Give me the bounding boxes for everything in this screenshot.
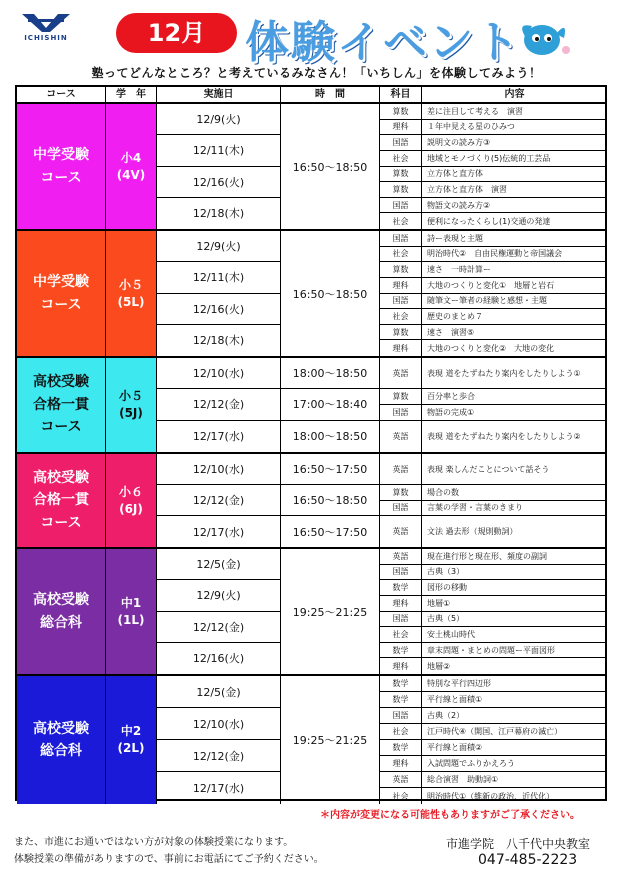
school-name: 市進学院 八千代中央教室 [446, 837, 591, 851]
subject-name: 国語 [380, 294, 422, 309]
header-grade: 学 年 [106, 87, 157, 102]
subjects-column [380, 358, 607, 452]
subject-name: 国語 [380, 405, 422, 420]
course-cell [17, 358, 106, 452]
header-content: 内容 [504, 89, 525, 100]
dates-column [157, 676, 281, 804]
subject-content: 地層② [427, 661, 451, 671]
time-cell: 19:25～21:25 [292, 605, 368, 619]
subject-content: 江戸時代④（開国、江戸幕府の滅亡） [427, 727, 563, 736]
footer-notes [14, 834, 324, 868]
course-name-line: コース [40, 169, 82, 186]
subject-name: 算数 [380, 485, 422, 500]
subject-name: 数学 [380, 676, 422, 691]
subject-content: 歴史のまとめ７ [427, 311, 483, 321]
subject-name: 国語 [380, 708, 422, 723]
dates-column [157, 231, 281, 356]
grade-cell [106, 454, 157, 547]
subject-row [380, 198, 607, 214]
subject-row [380, 358, 607, 389]
subject-content: 立方体と直方体 演習 [427, 184, 507, 194]
course-name-line: コース [40, 296, 82, 313]
time-cell: 18:00～18:50 [292, 430, 368, 444]
subject-content: 差に注目して考える 演習 [427, 106, 523, 116]
date-cell: 12/9(火) [157, 104, 280, 135]
date-cell: 12/12(金) [157, 389, 280, 420]
subject-name: 算数 [380, 262, 422, 277]
date-cell: 12/12(金) [157, 612, 280, 643]
subject-row [380, 756, 607, 772]
subject-row [380, 643, 607, 659]
grade-line: (5L) [117, 294, 145, 309]
date-cell: 12/10(水) [157, 454, 280, 485]
time-cell: 16:50～18:50 [281, 485, 379, 516]
grade-cell [106, 676, 157, 804]
subject-name: 社会 [380, 627, 422, 642]
subject-row [380, 501, 607, 517]
subject-row [380, 772, 607, 788]
subject-content: 説明文の読み方③ [427, 138, 491, 148]
header-time: 時 間 [281, 87, 380, 102]
subject-row [380, 135, 607, 151]
subject-content: 詩ー表現と主題 [427, 233, 483, 243]
subject-content: 大地のつくりと変化② 大地の変化 [427, 343, 555, 353]
subject-name: 理科 [380, 278, 422, 293]
subject-name: 算数 [380, 167, 422, 182]
course-name-line: コース [40, 419, 82, 436]
subject-content: 地域とモノづくり(5)伝統的工芸品 [427, 153, 551, 163]
course-name-line: 高校受験 [33, 469, 89, 486]
subject-row [380, 389, 607, 405]
subject-name: 英語 [380, 421, 422, 452]
ichishin-logo [14, 8, 78, 48]
subject-name: 数学 [380, 740, 422, 755]
subject-content: 表現 楽しんだことについて話そう [427, 464, 550, 474]
subject-row [380, 278, 607, 294]
subject-row [380, 658, 607, 674]
date-cell: 12/17(水) [192, 430, 245, 444]
date-cell: 12/5(金) [157, 676, 280, 708]
date-cell: 12/18(木) [192, 334, 245, 348]
subject-content: 言葉の学習・言葉のきまり [427, 503, 523, 513]
subject-name: 算数 [380, 389, 422, 404]
subject-content: 古典（2） [427, 711, 465, 720]
time-cell: 16:50～17:50 [281, 454, 379, 485]
subject-name: 理科 [380, 596, 422, 611]
subject-content: 古典（3） [427, 567, 465, 577]
subject-content: 安土桃山時代 [427, 629, 475, 639]
subject-content: 便利になったくらし(1)交通の発達 [427, 216, 551, 226]
header-course: コース [17, 87, 106, 102]
subject-content: 入試問題でふりかえろう [427, 759, 515, 768]
grade-line: (2L) [117, 741, 145, 755]
times-column [281, 358, 380, 452]
course-group [17, 231, 605, 358]
subject-name: 社会 [380, 151, 422, 166]
subject-content: 総合演習 助動詞① [427, 775, 499, 784]
subject-name: 社会 [380, 213, 422, 229]
course-cell [17, 454, 106, 547]
event-title: 体験イベント [245, 17, 521, 68]
date-cell: 12/9(火) [157, 580, 280, 611]
logo-mark-icon [20, 10, 72, 34]
subject-name: 国語 [380, 612, 422, 627]
dates-column [157, 104, 281, 229]
course-cell [17, 231, 106, 356]
subject-row [380, 627, 607, 643]
subjects-column [380, 676, 607, 804]
subject-content: １年中見える星のひみつ [427, 122, 515, 132]
subjects-column [380, 454, 607, 547]
grade-cell [106, 231, 157, 356]
mascot-icon [512, 12, 572, 58]
grade-cell [106, 104, 157, 229]
time-cell: 16:50～18:50 [292, 160, 368, 174]
subject-row [380, 454, 607, 485]
subject-row [380, 325, 607, 341]
subject-name: 理科 [380, 340, 422, 356]
subject-content: 平行線と面積② [427, 743, 483, 752]
course-name-line: 高校受験 [33, 374, 89, 391]
date-cell: 12/16(火) [192, 652, 245, 666]
subject-content: 明治時代② 自由民権運動と帝国議会 [427, 249, 563, 259]
schedule-table [15, 85, 607, 801]
grade-line: 小4 [120, 150, 142, 165]
date-cell: 12/12(金) [157, 485, 280, 516]
subject-row [380, 405, 607, 421]
subject-content: 速さ 一時計算ー [427, 265, 491, 275]
date-cell: 12/17(水) [192, 782, 245, 795]
times-column [281, 454, 380, 547]
course-cell [17, 549, 106, 674]
time-cell: 16:50～18:50 [292, 287, 368, 301]
subject-content: 古典（5） [427, 614, 465, 624]
dates-column [157, 549, 281, 674]
subjects-column [380, 231, 607, 356]
subject-row [380, 231, 607, 247]
subject-content: 明治時代①（維新の政治、近代化） [427, 791, 555, 801]
page-subtitle: 塾ってどんなところ？と考えているみなさん！「いちしん」を体験してみよう！ [91, 66, 542, 80]
course-name-line: 合格一貫 [33, 492, 89, 509]
subject-row [380, 120, 607, 136]
subject-row [380, 213, 607, 229]
date-cell: 12/12(金) [157, 740, 280, 772]
times-column [281, 231, 380, 356]
course-name-line: 高校受験 [33, 720, 89, 737]
subject-name: 数学 [380, 580, 422, 595]
subject-name: 英語 [380, 549, 422, 564]
subject-row [380, 692, 607, 708]
subject-name: 社会 [380, 247, 422, 262]
date-cell: 12/5(金) [157, 549, 280, 580]
subject-content: 表現 道をたずねたり案内をしたりしよう① [427, 368, 581, 378]
subject-row [380, 151, 607, 167]
subject-name: 社会 [380, 724, 422, 739]
time-cell: 18:00～18:50 [281, 358, 379, 389]
grade-cell [106, 549, 157, 674]
subject-row [380, 740, 607, 756]
grade-line: (1L) [117, 612, 145, 627]
date-cell: 12/18(木) [192, 207, 245, 221]
subject-content: 速さ 演習⑤ [427, 327, 475, 337]
subject-content: 立方体と直方体 [427, 169, 483, 179]
subject-name: 理科 [380, 120, 422, 135]
course-cell [17, 676, 106, 804]
subject-content: 章末問題・まとめの問題ー平面図形 [427, 645, 555, 655]
dates-column [157, 454, 281, 547]
date-cell: 12/11(木) [157, 262, 280, 293]
subject-row [380, 612, 607, 628]
subject-content: 物語の完成① [427, 407, 475, 417]
subject-name: 国語 [380, 565, 422, 580]
header-subject: 科目 [380, 87, 422, 102]
subject-name: 社会 [380, 309, 422, 324]
subject-row [380, 485, 607, 501]
footer-line: 体験授業の準備がありますので、事前にお電話にてご予約ください。 [14, 854, 324, 865]
subject-name: 国語 [380, 135, 422, 150]
subject-row [380, 309, 607, 325]
subject-row [380, 708, 607, 724]
subject-name: 英語 [380, 454, 422, 484]
subject-name: 理科 [380, 658, 422, 674]
course-name-line: 総合科 [40, 614, 82, 631]
subject-content: 随筆文ー筆者の経験と感想・主題 [427, 296, 547, 306]
times-column [281, 549, 380, 674]
course-name-line: 高校受験 [33, 592, 89, 609]
subject-name: 国語 [380, 501, 422, 516]
date-cell: 12/16(火) [157, 167, 280, 198]
course-group [17, 358, 605, 454]
date-cell: 12/17(水) [192, 525, 245, 539]
subject-row [380, 340, 607, 356]
subject-row [380, 580, 607, 596]
subject-row [380, 549, 607, 565]
phone-number: 047-485-2223 [478, 852, 578, 868]
subject-name: 算数 [380, 325, 422, 340]
dates-column [157, 358, 281, 452]
date-cell: 12/9(火) [157, 231, 280, 262]
subject-name: 算数 [380, 182, 422, 197]
subject-content: 特別な平行四辺形 [427, 679, 491, 688]
course-name-line: 総合科 [40, 743, 82, 759]
course-cell [17, 104, 106, 229]
subject-name: 国語 [380, 198, 422, 213]
subject-content: 百分率と歩合 [427, 392, 475, 402]
subject-name: 英語 [380, 358, 422, 388]
subject-row [380, 676, 607, 692]
grade-line: 小６ [118, 484, 143, 499]
subject-content: 地層① [427, 598, 451, 608]
subject-content: 図形の移動 [427, 583, 467, 593]
subject-row [380, 724, 607, 740]
times-column [281, 104, 380, 229]
subject-content: 平行線と面積① [427, 695, 483, 704]
subject-name: 数学 [380, 643, 422, 658]
subject-row [380, 516, 607, 547]
date-cell: 12/16(火) [157, 294, 280, 325]
subject-row [380, 788, 607, 804]
grade-line: 中2 [120, 724, 142, 739]
subject-row [380, 104, 607, 120]
subjects-column [380, 549, 607, 674]
logo-text: ICHISHIN [24, 34, 68, 42]
subject-content: 現在進行形と現在形、頻度の副詞 [427, 551, 547, 561]
month-badge: 12月 [116, 13, 237, 53]
date-cell: 12/10(水) [157, 708, 280, 740]
course-group [17, 549, 605, 676]
change-note: ＊内容が変更になる可能性もありますがご了承ください。 [320, 810, 580, 821]
date-cell: 12/11(木) [157, 135, 280, 166]
grade-cell [106, 358, 157, 452]
course-name-line: コース [40, 514, 82, 531]
date-cell: 12/10(水) [157, 358, 280, 389]
subject-content: 物語文の読み方② [427, 200, 491, 210]
subject-name: 理科 [380, 756, 422, 771]
subject-row [380, 421, 607, 452]
times-column [281, 676, 380, 804]
grade-line: 小５ [118, 389, 143, 404]
course-name-line: 合格一貫 [33, 396, 89, 413]
subject-row [380, 294, 607, 310]
table-header [17, 87, 605, 104]
subject-content: 表現 道をたずねたり案内をしたりしよう② [427, 431, 581, 441]
time-cell: 16:50～17:50 [292, 525, 368, 539]
subject-name: 算数 [380, 104, 422, 119]
time-cell: 17:00～18:40 [281, 389, 379, 420]
subject-row [380, 565, 607, 581]
subject-content: 場合の数 [427, 487, 459, 497]
grade-line: 小５ [118, 277, 143, 292]
subject-row [380, 262, 607, 278]
course-group [17, 104, 605, 231]
subject-content: 大地のつくりと変化① 地層と岩石 [427, 280, 555, 290]
grade-line: (5J) [119, 406, 143, 420]
course-group [17, 676, 605, 804]
subject-name: 社会 [380, 788, 422, 804]
subject-row [380, 167, 607, 183]
subject-name: 英語 [380, 516, 422, 547]
subjects-column [380, 104, 607, 229]
header-date: 実施日 [157, 87, 281, 102]
subject-name: 英語 [380, 772, 422, 787]
course-group [17, 454, 605, 549]
subject-content: 文法 過去形（規則動詞） [427, 527, 518, 536]
course-name-line: 中学受験 [33, 274, 89, 291]
course-name-line: 中学受験 [33, 147, 89, 164]
grade-line: (4V) [116, 167, 146, 182]
subject-name: 数学 [380, 692, 422, 707]
footer-line: また、市進にお通いではない方が対象の体験授業になります。 [14, 837, 294, 848]
grade-line: 中1 [120, 595, 142, 610]
subject-name: 国語 [380, 231, 422, 246]
subject-row [380, 247, 607, 263]
time-cell: 19:25～21:25 [292, 734, 368, 747]
grade-line: (6J) [119, 501, 143, 516]
subject-row [380, 596, 607, 612]
subject-row [380, 182, 607, 198]
